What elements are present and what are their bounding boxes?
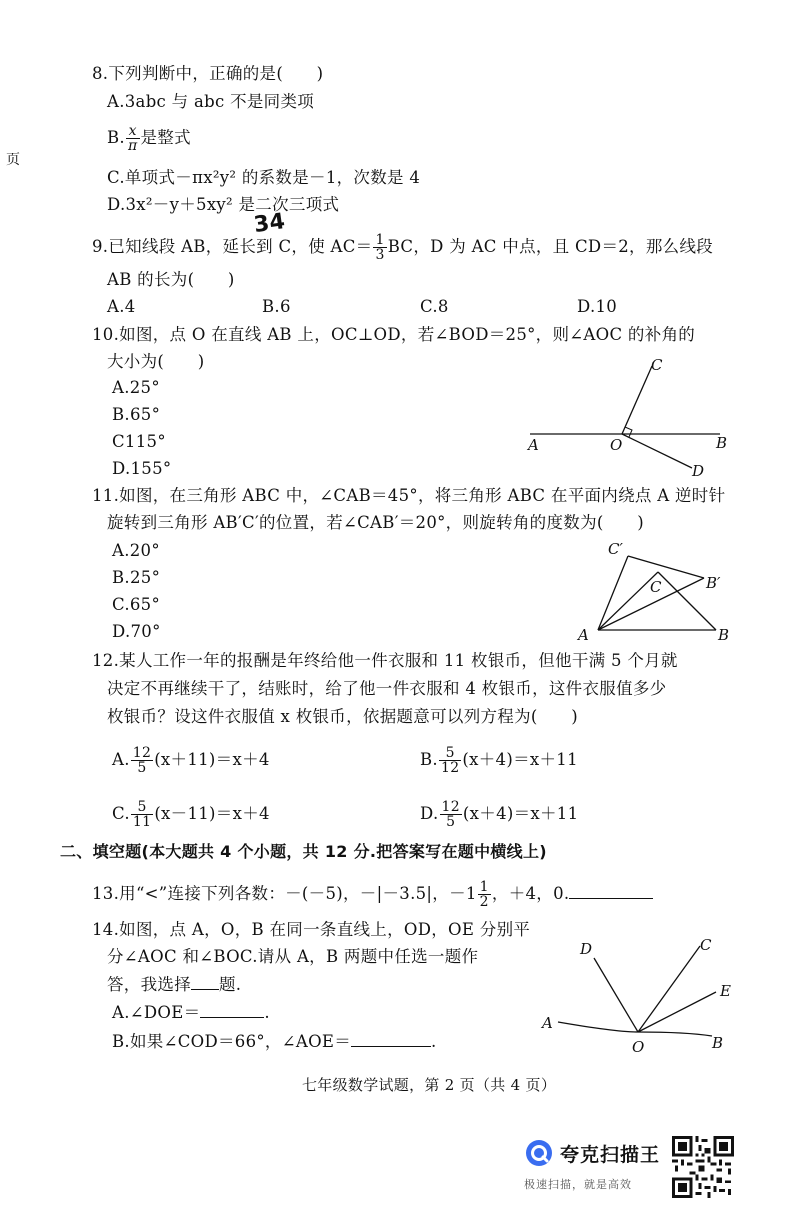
q11-option-a: A.20°	[112, 541, 160, 560]
q9-stem-line1: 9.已知线段 AB，延长到 C，使 AC＝ $\frac{1}{3}$ BC，D 为 AC 中点，且 CD＝2，那么线段	[92, 232, 714, 263]
q14-ray-oe	[638, 992, 716, 1032]
q14-label-a: A	[542, 1014, 553, 1032]
q10-ray-od	[622, 434, 692, 468]
q10-label-c: C	[651, 356, 663, 374]
q12-stem-line1: 12.某人工作一年的报酬是年终给他一件衣服和 11 枚银币，但他干满 5 个月就	[92, 651, 678, 670]
q14-stem-line3: 答，我选择 题.	[107, 975, 242, 994]
q10-label-b: B	[716, 434, 728, 452]
q10-stem-line1: 10.如图，点 O 在直线 AB 上，OC⊥OD，若∠BOD＝25°，则∠AOC 的补角的	[92, 325, 696, 344]
q11-label-b-prime: B′	[706, 574, 721, 592]
scanner-logo-icon	[524, 1138, 554, 1168]
q13-fraction: $\frac{1}{2}$	[479, 879, 489, 910]
q11-side-ac1	[598, 556, 628, 630]
q14-ray-oc	[638, 946, 700, 1032]
q11-option-d: D.70°	[112, 622, 161, 641]
q8-b-prefix: B.	[107, 128, 125, 147]
q9-option-d: D.10	[577, 297, 618, 316]
q9-option-a: A.4	[107, 297, 136, 316]
q12-option-c: C. $\frac{5}{11}$ (x－11)＝x＋4	[112, 799, 270, 830]
q9-option-b: B.6	[262, 297, 291, 316]
q11-stem-line2: 旋转到三角形 AB′C′的位置，若∠CAB′＝20°，则旋转角的度数为( )	[107, 513, 644, 532]
section-2-heading: 二、填空题(本大题共 4 个小题，共 12 分.把答案写在题中横线上)	[60, 842, 547, 861]
q14-stem-line2: 分∠AOC 和∠BOC.请从 A，B 两题中任选一题作	[107, 947, 479, 966]
q14-ray-od	[594, 958, 638, 1032]
q12-option-b: B. $\frac{5}{12}$ (x＋4)＝x＋11	[420, 745, 578, 776]
scanner-watermark	[524, 1138, 666, 1194]
q9-handwriting: 34	[252, 208, 287, 239]
q11-label-c: C	[650, 578, 662, 596]
q10-option-d: D.155°	[112, 459, 172, 478]
q14-choice-blank[interactable]	[191, 975, 219, 990]
q11-label-b: B	[718, 626, 730, 644]
q11-side-c1b1	[628, 556, 704, 578]
q8-option-a: A.3abc 与 abc 不是同类项	[107, 92, 315, 111]
q12-stem-line2: 决定不再继续干了，结账时，给了他一件衣服和 4 枚银币，这件衣服值多少	[107, 679, 667, 698]
q14-b-answer-blank[interactable]	[351, 1032, 431, 1047]
q14-line-ab	[558, 1022, 712, 1036]
q11-option-c: C.65°	[112, 595, 161, 614]
q14-option-a: A.∠DOE＝ .	[112, 1003, 270, 1022]
q13-stem: 13.用“<”连接下列各数：－(－5)，－|－3.5|，－1 $\frac{1}{2}$ ，＋4，0.	[92, 880, 653, 909]
q14-label-e: E	[720, 982, 731, 1000]
q8-option-c: C.单项式－πx²y² 的系数是－1，次数是 4	[107, 168, 421, 187]
q14-stem-line1: 14.如图，点 A，O，B 在同一条直线上，OD，OE 分别平	[92, 920, 531, 939]
q11-label-c-prime: C′	[608, 540, 623, 558]
q13-answer-blank[interactable]	[569, 884, 653, 899]
q14-a-answer-blank[interactable]	[200, 1003, 264, 1018]
q9-option-c: C.8	[420, 297, 449, 316]
q10-option-a: A.25°	[112, 378, 160, 397]
q11-figure	[570, 536, 740, 648]
q11-stem-line1: 11.如图，在三角形 ABC 中，∠CAB＝45°，将三角形 ABC 在平面内绕点 A 逆时针	[92, 486, 726, 505]
q8-b-fraction: $\frac{x}{\pi}$	[127, 123, 138, 154]
q10-option-c: C115°	[112, 432, 166, 451]
q14-label-b: B	[712, 1034, 724, 1052]
q8-b-suffix: 是整式	[140, 128, 191, 147]
q10-label-a: A	[528, 436, 539, 454]
q10-option-b: B.65°	[112, 405, 161, 424]
q14-label-o: O	[632, 1038, 645, 1056]
q14-label-c: C	[700, 936, 712, 954]
q11-label-a: A	[578, 626, 589, 644]
q10-figure	[520, 350, 740, 480]
q12-option-a: A. $\frac{12}{5}$ (x＋11)＝x＋4	[112, 745, 270, 776]
scanner-subtitle: 极速扫描，就是高效	[524, 1178, 632, 1191]
q11-option-b: B.25°	[112, 568, 161, 587]
q8-stem: 8.下列判断中，正确的是( )	[92, 64, 324, 83]
q10-stem-line2: 大小为( )	[107, 352, 205, 371]
margin-mark: 页	[6, 152, 21, 168]
q14-option-b: B.如果∠COD＝66°，∠AOE＝ .	[112, 1032, 437, 1051]
q8-option-d: D.3x²－y＋5xy² 是二次三项式	[107, 195, 340, 214]
q12-option-d: D. $\frac{12}{5}$ (x＋4)＝x＋11	[420, 799, 579, 830]
page-footer: 七年级数学试题，第 2 页（共 4 页）	[302, 1076, 557, 1094]
q14-figure	[536, 930, 756, 1060]
q9-stem-line2: AB 的长为( )	[107, 270, 235, 289]
q10-label-o: O	[610, 436, 623, 454]
q8-option-b	[107, 124, 191, 153]
q12-stem-line3: 枚银币？设这件衣服值 x 枚银币，依据题意可以列方程为( )	[107, 707, 578, 726]
q10-ray-oc	[622, 366, 652, 434]
q11-side-ac	[598, 572, 658, 630]
scanner-title: 夸克扫描王	[560, 1144, 661, 1166]
q14-label-d: D	[580, 940, 593, 958]
q9-fraction: $\frac{1}{3}$	[375, 232, 385, 263]
qr-code-icon	[672, 1136, 734, 1198]
q10-label-d: D	[692, 462, 705, 480]
